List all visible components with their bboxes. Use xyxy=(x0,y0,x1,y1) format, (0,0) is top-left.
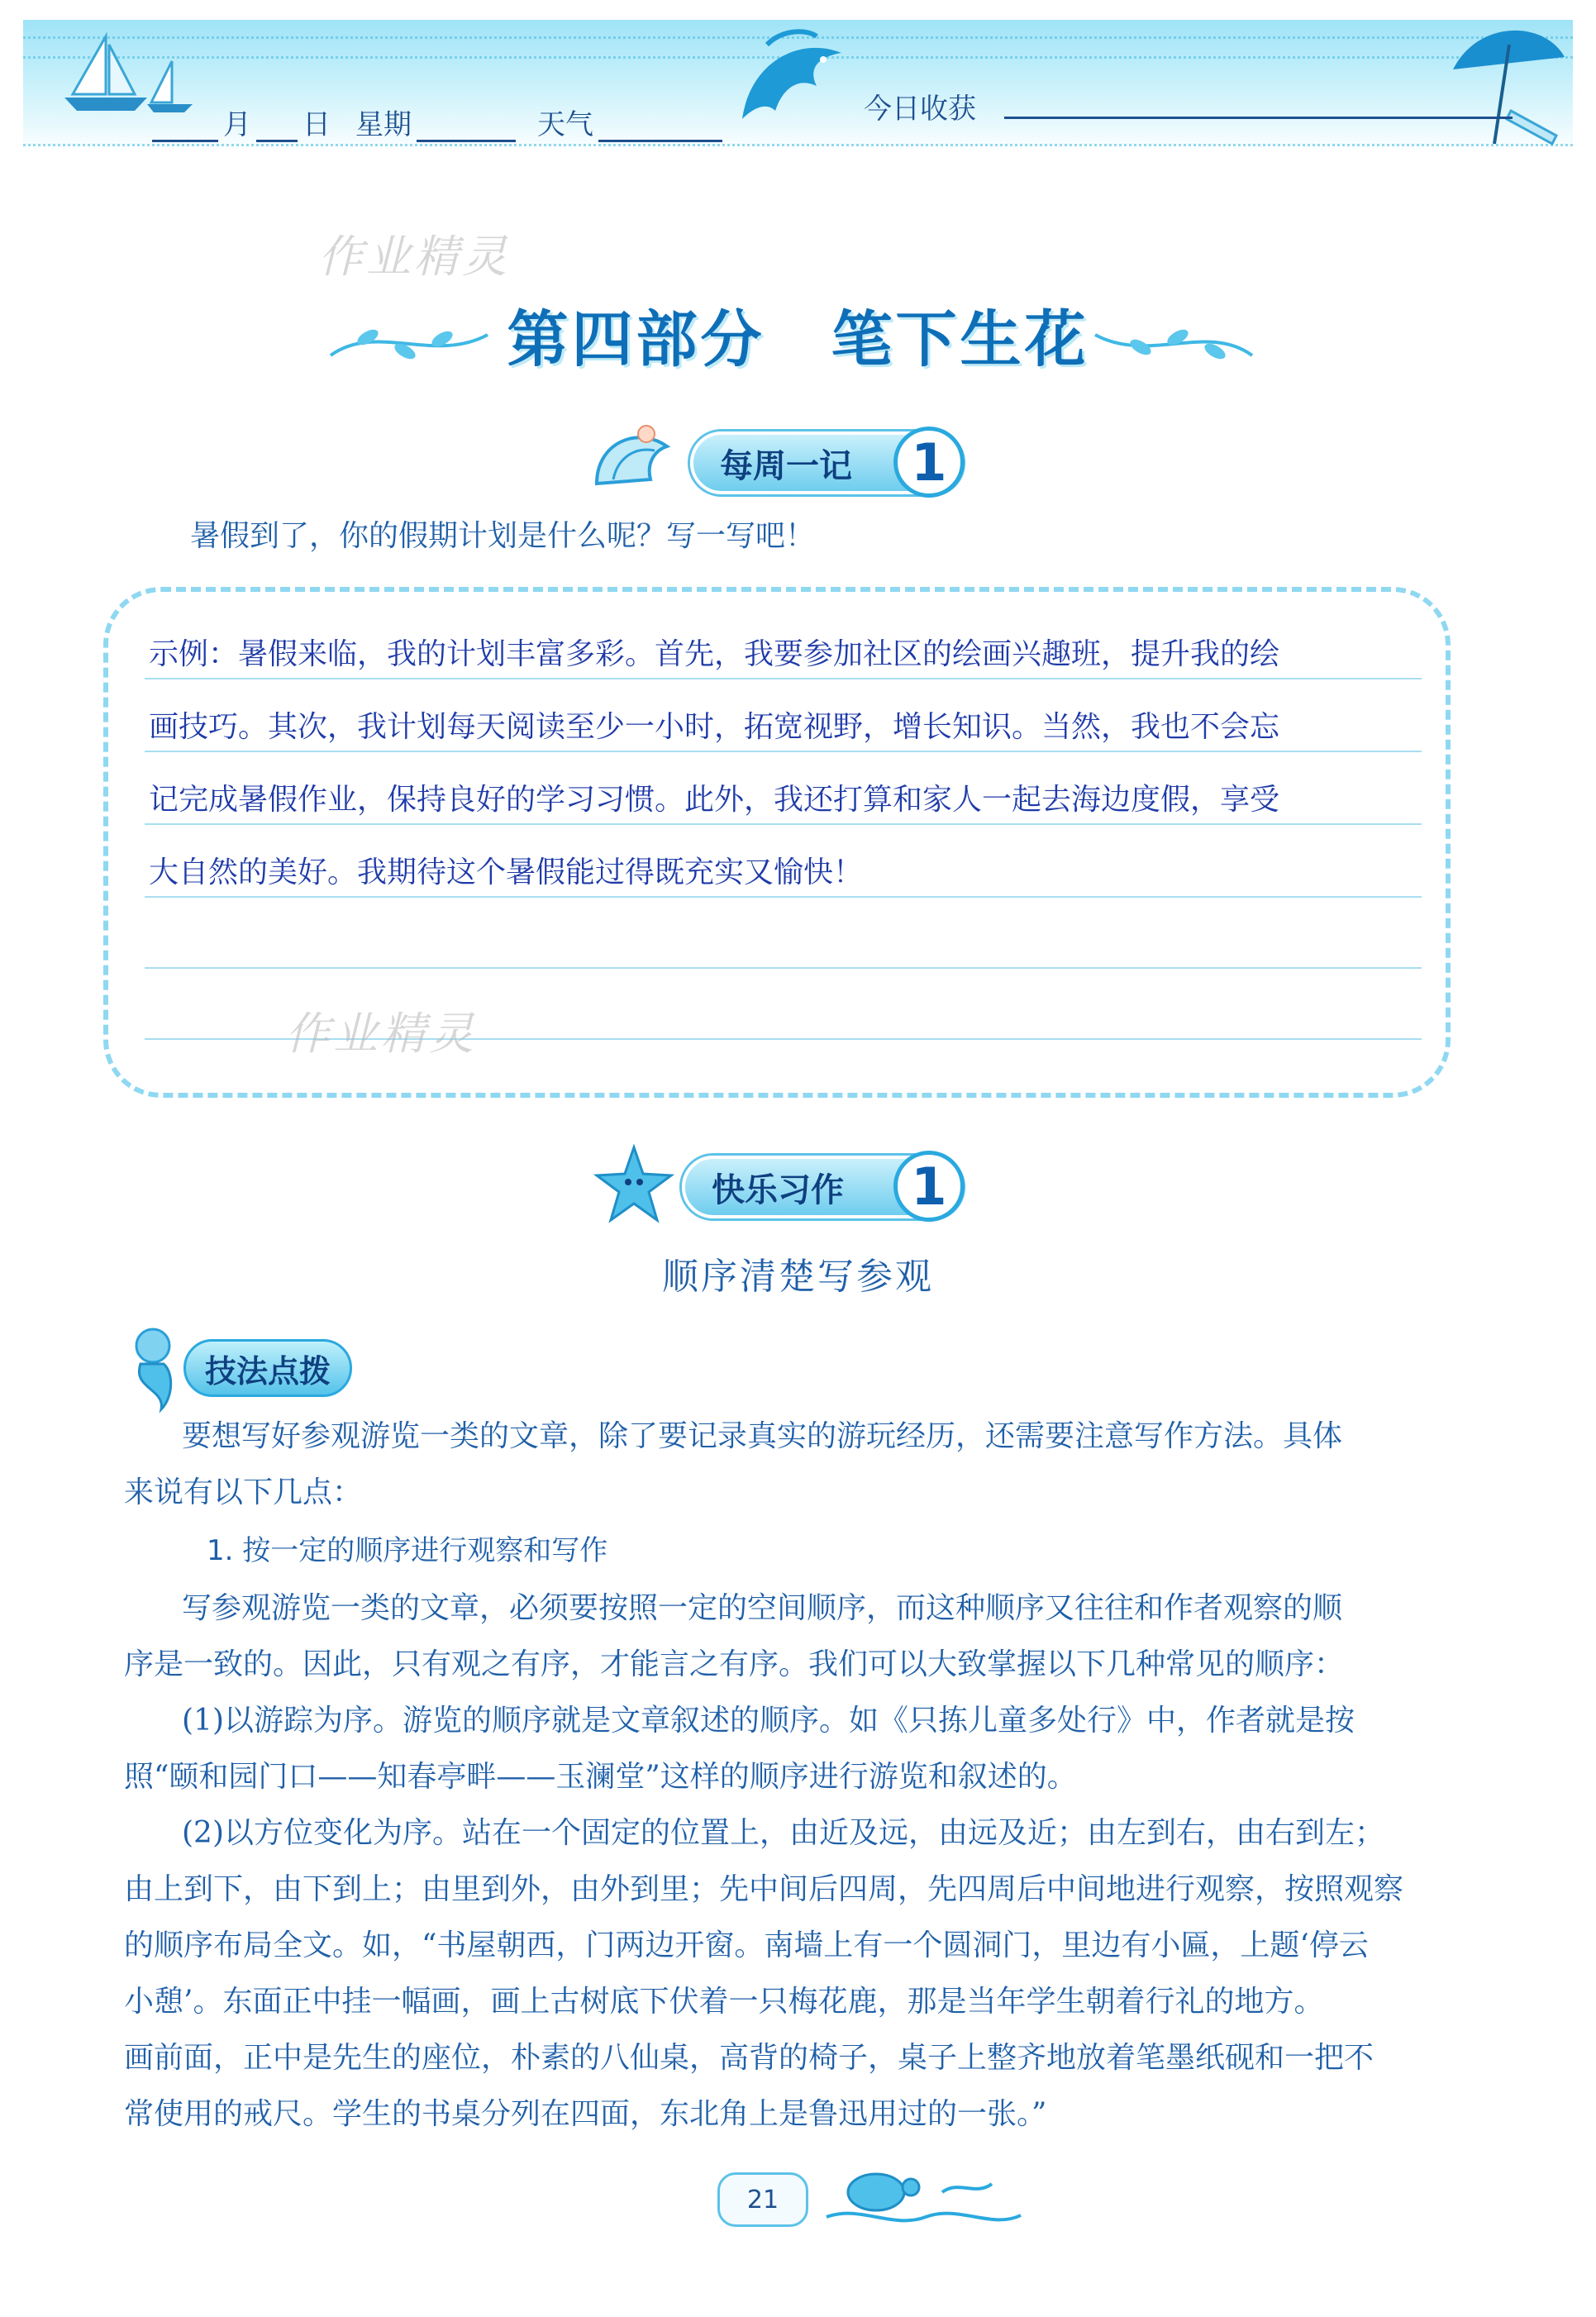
item2-line: 常使用的戒尺。学生的书桌分列在四面，东北角上是鲁迅用过的一张。” xyxy=(124,2097,1047,2131)
header-banner xyxy=(23,20,1573,152)
writing-subtitle: 顺序清楚写参观 xyxy=(662,1256,934,1298)
weekday-label: 星期 xyxy=(355,108,412,141)
point1-line: 序是一致的。因此，只有观之有序，才能言之有序。我们可以大致掌握以下几种常见的顺序： xyxy=(124,1647,1345,1681)
ruled-line xyxy=(145,967,1422,969)
weather-label: 天气 xyxy=(537,108,593,141)
weather-blank[interactable] xyxy=(598,134,722,142)
writing-badge-label: 快乐习作 xyxy=(712,1170,844,1209)
weekly-badge-number: 1 xyxy=(893,427,965,498)
item2-line: 由上到下，由下到上；由里到外，由外到里；先中间后四周，先四周后中间地进行观察，按照观察 xyxy=(124,1872,1404,1906)
item2-line: 画前面，正中是先生的座位，朴素的八仙桌，高背的椅子，桌子上整齐地放着笔墨纸砚和一把不 xyxy=(124,2041,1374,2075)
umbrella-chair-icon xyxy=(1445,20,1569,152)
gains-blank[interactable] xyxy=(1004,117,1513,119)
shell-icon xyxy=(588,417,679,500)
weekly-badge-label: 每周一记 xyxy=(720,446,852,485)
month-label: 月 xyxy=(223,108,251,141)
weekly-journal-badge xyxy=(690,431,963,494)
dolphin-icon xyxy=(717,20,866,152)
item1-line: 照“颐和园门口——知春亭畔——玉澜堂”这样的顺序进行游览和叙述的。 xyxy=(124,1760,1077,1794)
day-label: 日 xyxy=(303,108,331,141)
item2-line: (2)以方位变化为序。站在一个固定的位置上，由近及远，由远及近；由左到右，由右到左； xyxy=(182,1816,1384,1850)
section-title xyxy=(0,291,1596,379)
example-line: 画技巧。其次，我计划每天阅读至少一小时，拓宽视野，增长知识。当然，我也不会忘 xyxy=(149,710,1280,744)
month-blank[interactable] xyxy=(152,134,218,142)
item2-line: 的顺序布局全文。如，“书屋朝西，门两边开窗。南墙上有一个圆洞门，里边有小匾，上题‘停云 xyxy=(124,1928,1369,1962)
section-part: 第四部分 xyxy=(507,304,765,375)
page-number: 21 xyxy=(717,2172,808,2227)
mermaid-icon xyxy=(116,1323,190,1414)
example-line: 记完成暑假作业，保持良好的学习习惯。此外，我还打算和家人一起去海边度假，享受 xyxy=(149,783,1280,817)
weekday-blank[interactable] xyxy=(417,134,516,142)
item2-line: 小憩’。东面正中挂一幅画，画上古树底下伏着一只梅花鹿，那是当年学生朝着行礼的地方。 xyxy=(124,1985,1324,2019)
example-text xyxy=(149,618,1438,909)
weekly-prompt: 暑假到了，你的假期计划是什么呢？写一写吧！ xyxy=(190,519,816,553)
date-weather-fields xyxy=(147,106,727,142)
watermark: 作业精灵 xyxy=(318,231,510,283)
writing-badge-number: 1 xyxy=(893,1151,965,1222)
point1-title: 1. 按一定的顺序进行观察和写作 xyxy=(207,1534,608,1567)
intro-line: 要想写好参观游览一类的文章，除了要记录真实的游玩经历，还需要注意写作方法。具体 xyxy=(182,1419,1343,1453)
watermark: 作业精灵 xyxy=(285,1008,477,1060)
day-blank[interactable] xyxy=(256,134,298,142)
vine-right-decoration xyxy=(1091,306,1256,372)
tip-badge: 技法点拨 xyxy=(183,1339,352,1397)
turtle-wave-icon xyxy=(818,2159,1025,2234)
example-line: 示例：暑假来临，我的计划丰富多彩。首先，我要参加社区的绘画兴趣班，提升我的绘 xyxy=(149,637,1280,671)
example-line: 大自然的美好。我期待这个暑假能过得既充实又愉快！ xyxy=(149,856,864,889)
happy-writing-badge xyxy=(682,1156,963,1218)
point1-line: 写参观游览一类的文章，必须要按照一定的空间顺序，而这种顺序又往往和作者观察的顺 xyxy=(182,1591,1343,1625)
section-name: 笔下生花 xyxy=(831,304,1089,375)
item1-line: (1)以游踪为序。游览的顺序就是文章叙述的顺序。如《只拣儿童多处行》中，作者就是按 xyxy=(182,1704,1355,1738)
gains-label: 今日收获 xyxy=(864,93,976,126)
intro-line: 来说有以下几点： xyxy=(124,1476,363,1509)
starfish-icon xyxy=(588,1139,679,1230)
